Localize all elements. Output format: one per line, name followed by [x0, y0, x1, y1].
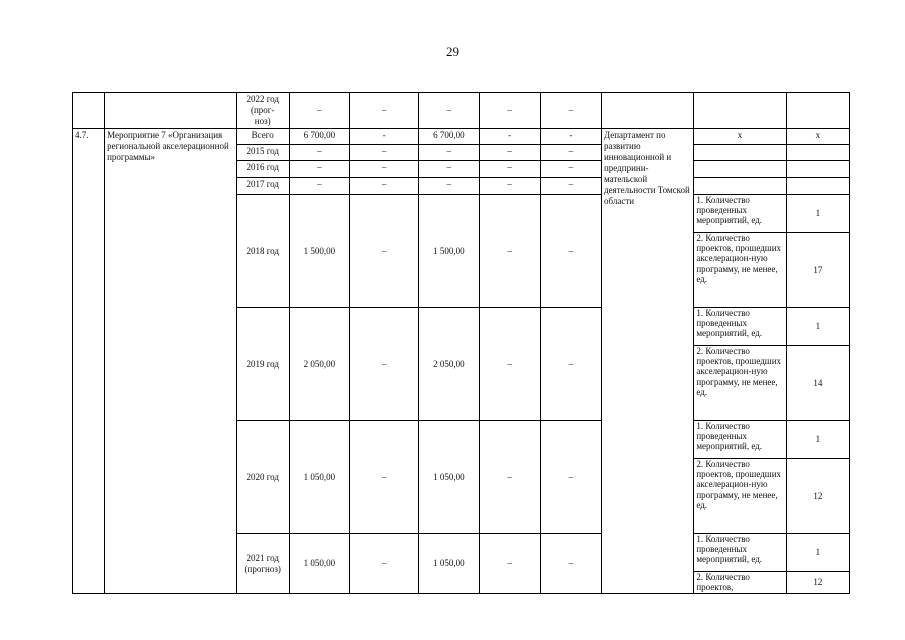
value-cell: 1 050,00: [289, 421, 349, 534]
value-cell: –: [350, 178, 419, 195]
indicator-value: 1: [786, 308, 849, 346]
value-cell: –: [540, 145, 601, 161]
indicator-value: х: [786, 129, 849, 145]
indicator-value: 1: [786, 534, 849, 572]
indicator-value: 12: [786, 572, 849, 594]
value-cell: 2 050,00: [419, 308, 479, 421]
value-cell: –: [540, 178, 601, 195]
indicator-cell: 1. Количество проведенных мероприятий, ед.: [694, 534, 786, 572]
item-number: 4.7.: [73, 129, 105, 594]
value-cell: 6 700,00: [289, 129, 349, 145]
value-cell: –: [350, 308, 419, 421]
value-cell: –: [419, 178, 479, 195]
indicator-value: 12: [786, 459, 849, 534]
indicator-value: 14: [786, 346, 849, 421]
year-cell: 2016 год: [236, 161, 289, 178]
value-cell: –: [479, 161, 540, 178]
value-cell: –: [540, 308, 601, 421]
value-cell: –: [350, 93, 419, 129]
year-cell: 2018 год: [236, 195, 289, 308]
value-cell: –: [419, 93, 479, 129]
value-cell: –: [350, 145, 419, 161]
value-cell: –: [419, 145, 479, 161]
value-cell: –: [540, 195, 601, 308]
value-cell: –: [479, 534, 540, 594]
value-cell: –: [479, 308, 540, 421]
value-cell: –: [419, 161, 479, 178]
indicator-cell: 2. Количество проектов, прошедших акселерацион-ную программу, не менее, ед.: [694, 233, 786, 308]
indicator-value: 1: [786, 195, 849, 233]
value-cell: –: [289, 145, 349, 161]
value-cell: –: [540, 534, 601, 594]
indicator-cell: 2. Количество проектов, прошедших акселерацион-ную программу, не менее, ед.: [694, 459, 786, 534]
indicator-cell: 1. Количество проведенных мероприятий, ед.: [694, 421, 786, 459]
value-cell: –: [350, 161, 419, 178]
value-cell: –: [289, 178, 349, 195]
page-number: 29: [446, 44, 459, 59]
value-cell: 6 700,00: [419, 129, 479, 145]
value-cell: –: [289, 93, 349, 129]
indicator-cell: 1. Количество проведенных мероприятий, ед.: [694, 195, 786, 233]
indicator-cell: 1. Количество проведенных мероприятий, ед.: [694, 308, 786, 346]
value-cell: 1 500,00: [419, 195, 479, 308]
value-cell: –: [540, 421, 601, 534]
indicator-cell: 2. Количество проектов,: [694, 572, 786, 594]
indicator-cell: х: [694, 129, 786, 145]
item-name: Мероприятие 7 «Организация региональной акселерационной программы»: [105, 129, 237, 594]
year-cell: 2019 год: [236, 308, 289, 421]
value-cell: –: [540, 161, 601, 178]
year-cell: 2015 год: [236, 145, 289, 161]
table-row: [73, 129, 850, 145]
value-cell: 1 050,00: [419, 534, 479, 594]
value-cell: –: [479, 145, 540, 161]
year-cell: 2020 год: [236, 421, 289, 534]
value-cell: –: [289, 161, 349, 178]
value-cell: –: [479, 421, 540, 534]
year-cell: 2022 год (прог- ноз): [236, 93, 289, 129]
indicator-value: 17: [786, 233, 849, 308]
item-executor: Департамент по развитию инновационной и предприни-мательской деятельности Томской области: [601, 129, 693, 594]
value-cell: –: [350, 534, 419, 594]
year-cell: Всего: [236, 129, 289, 145]
value-cell: 2 050,00: [289, 308, 349, 421]
value-cell: 1 500,00: [289, 195, 349, 308]
value-cell: –: [479, 178, 540, 195]
budget-table: [72, 92, 850, 594]
year-cell: 2021 год (прогноз): [236, 534, 289, 594]
value-cell: –: [479, 195, 540, 308]
year-cell: 2017 год: [236, 178, 289, 195]
value-cell: –: [350, 421, 419, 534]
value-cell: -: [540, 129, 601, 145]
indicator-cell: 2. Количество проектов, прошедших акселерацион-ную программу, не менее, ед.: [694, 346, 786, 421]
value-cell: -: [479, 129, 540, 145]
value-cell: –: [479, 93, 540, 129]
indicator-value: 1: [786, 421, 849, 459]
value-cell: –: [540, 93, 601, 129]
value-cell: –: [350, 195, 419, 308]
value-cell: 1 050,00: [289, 534, 349, 594]
value-cell: 1 050,00: [419, 421, 479, 534]
table-row: [73, 93, 850, 129]
value-cell: -: [350, 129, 419, 145]
